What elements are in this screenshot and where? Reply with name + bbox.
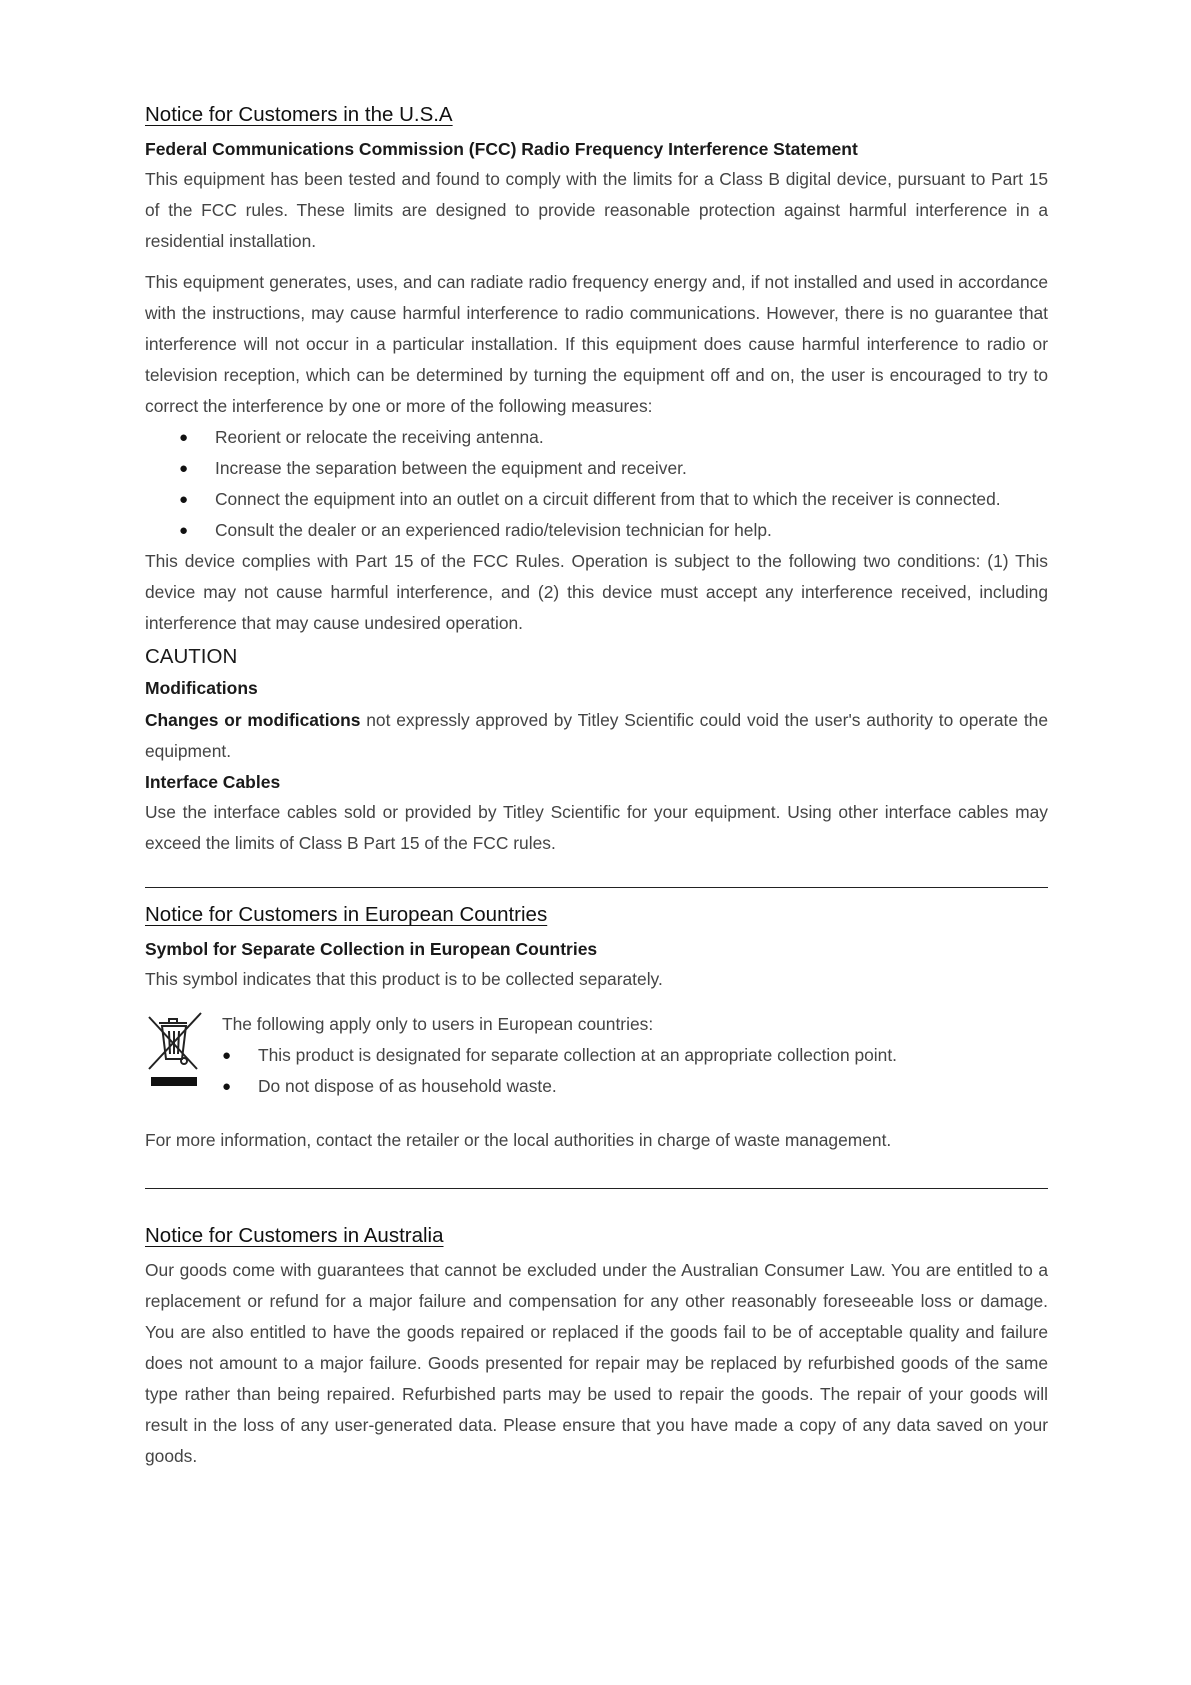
list-item: ● Increase the separation between the equipment and receiver. — [215, 453, 1048, 484]
weee-block — [145, 1009, 1048, 1097]
bullet-icon: ● — [179, 429, 189, 446]
symbol-heading: Symbol for Separate Collection in European Countries — [145, 939, 598, 959]
europe-section-title: Notice for Customers in European Countries — [145, 903, 548, 926]
australia-paragraph: Our goods come with guarantees that cannot be excluded under the Australian Consumer Law. You are entitled to a replacement or refund for a major failure and compensation for any other reasonably foreseeable loss or damage. You are also entitled to have the goods repaired or replaced if the goods fail to be of acceptable quality and failure does not amount to a major failure. Goods presented for repair may be replaced by refurbished goods of the same type rather than being repaired. Refurbished parts may be used to repair the goods. The repair of your goods will result in the loss of any user-generated data. Please ensure that you have made a copy of any data saved on your goods. — [145, 1260, 1048, 1466]
fcc-paragraph-3: This device complies with Part 15 of the FCC Rules. Operation is subject to the following two conditions: (1) This device may not cause harmful interference, and (2) this device must accept any interference received, including interference that may cause undesired operation. — [145, 551, 1048, 633]
list-item: ● Consult the dealer or an experienced radio/television technician for help. — [215, 515, 1048, 546]
europe-section — [145, 900, 1048, 1156]
interface-cables-paragraph: Use the interface cables sold or provided by Titley Scientific for your equipment. Using other interface cables may exceed the limits of Class B Part 15 of the FCC rules. — [145, 802, 1048, 853]
fcc-paragraph-1: This equipment has been tested and found to comply with the limits for a Class B digital device, pursuant to Part 15 of the FCC rules. These limits are designed to provide reasonable protection against harmful interference in a residential installation. — [145, 169, 1048, 251]
document-page — [145, 100, 1048, 1472]
bullet-icon: ● — [179, 491, 189, 508]
list-item: ● This product is designated for separate collection at an appropriate collection point. — [258, 1040, 1048, 1071]
section-divider — [145, 887, 1048, 888]
weee-crossed-bin-icon — [145, 1009, 205, 1095]
bullet-icon: ● — [179, 460, 189, 477]
modifications-paragraph — [145, 705, 1048, 767]
australia-section-title: Notice for Customers in Australia — [145, 1224, 444, 1247]
apply-text: The following apply only to users in European countries: — [222, 1014, 654, 1034]
more-info-paragraph: For more information, contact the retailer or the local authorities in charge of waste management. — [145, 1130, 892, 1150]
modifications-heading: Modifications — [145, 678, 258, 698]
symbol-paragraph: This symbol indicates that this product is to be collected separately. — [145, 969, 663, 989]
fcc-paragraph-2: This equipment generates, uses, and can radiate radio frequency energy and, if not installed and used in accordance with the instructions, may cause harmful interference to radio communications. However, there is no guarantee that interference will not occur in a particular installation. If this equipment does cause harmful interference to radio or television reception, which can be determined by turning the equipment off and on, the user is encouraged to try to correct the interference by one or more of the following measures: — [145, 272, 1048, 416]
section-divider — [145, 1188, 1048, 1189]
bullet-icon: ● — [179, 522, 189, 539]
list-item: ● Reorient or relocate the receiving antenna. — [215, 422, 1048, 453]
weee-points-list — [222, 1040, 1048, 1102]
australia-section — [145, 1221, 1048, 1472]
usa-section-title: Notice for Customers in the U.S.A — [145, 103, 453, 126]
usa-section — [145, 100, 1048, 859]
bullet-icon: ● — [222, 1078, 232, 1095]
list-item: ● Do not dispose of as household waste. — [258, 1071, 1048, 1102]
fcc-heading: Federal Communications Commission (FCC) Radio Frequency Interference Statement — [145, 139, 858, 159]
caution-heading: CAUTION — [145, 645, 238, 668]
weee-text — [222, 1009, 1048, 1102]
modifications-lead: Changes or modifications — [145, 710, 361, 730]
modifications-text: not expressly approved by Titley Scientific could void the user's authority to operate the equipment. — [145, 710, 1048, 761]
interface-cables-heading: Interface Cables — [145, 772, 281, 792]
list-item: ● Connect the equipment into an outlet on a circuit different from that to which the receiver is connected. — [215, 484, 1048, 515]
bullet-icon: ● — [222, 1047, 232, 1064]
measures-list — [145, 422, 1048, 546]
